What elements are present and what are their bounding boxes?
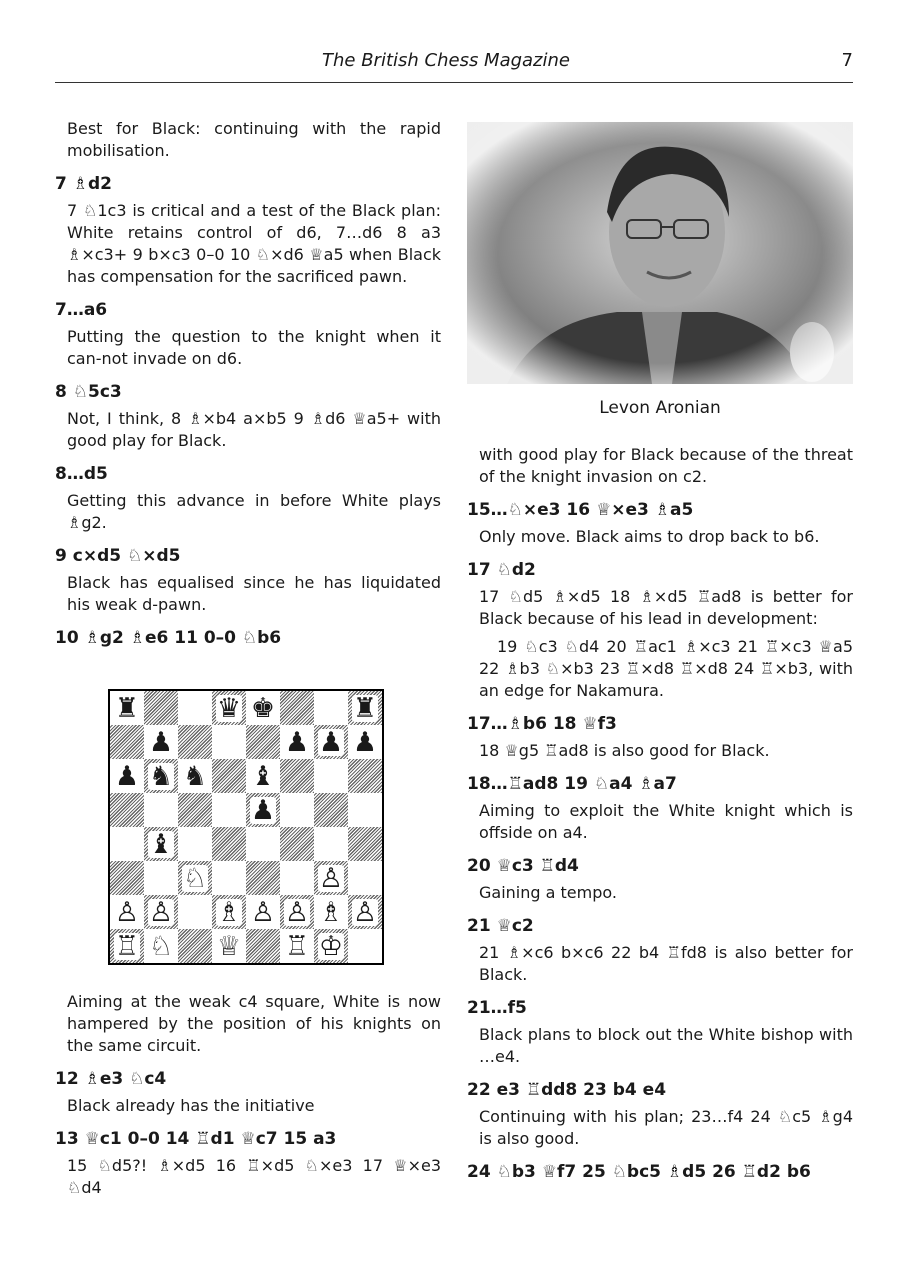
board-square	[110, 827, 144, 861]
move-heading: 22 e3 ♖dd8 23 b4 e4	[467, 1080, 667, 1100]
board-square	[178, 691, 212, 725]
annotation-paragraph: Not, I think, 8 ♗×b4 a×b5 9 ♗d6 ♕a5+ with good play for Black.	[67, 409, 441, 450]
board-square	[212, 691, 246, 725]
chess-piece-icon: ♗	[216, 896, 242, 928]
player-photo	[467, 122, 853, 384]
board-square	[314, 827, 348, 861]
board-square	[178, 929, 212, 963]
chess-piece-icon: ♜	[352, 692, 378, 724]
annotation-paragraph: Black plans to block out the White bishop with …e4.	[479, 1025, 853, 1066]
board-square	[178, 725, 212, 759]
annotation-paragraph: 17 ♘d5 ♗×d5 18 ♗×d5 ♖ad8 is better for Black because of his lead in development:	[479, 587, 853, 628]
board-square	[280, 861, 314, 895]
chess-piece-icon: ♟	[352, 726, 378, 758]
board-square	[314, 691, 348, 725]
board-square	[212, 827, 246, 861]
board-square	[280, 759, 314, 793]
board-square	[212, 725, 246, 759]
board-square	[348, 895, 382, 929]
annotation-paragraph: 21 ♗×c6 b×c6 22 b4 ♖fd8 is also better for Black.	[479, 943, 853, 984]
board-square	[280, 929, 314, 963]
chess-piece-icon: ♟	[114, 760, 140, 792]
board-square	[144, 929, 178, 963]
board-square	[314, 929, 348, 963]
move-heading: 15…♘×e3 16 ♕×e3 ♗a5	[467, 500, 694, 520]
move-heading: 17 ♘d2	[467, 560, 536, 580]
annotation-paragraph: Black has equalised since he has liquidated his weak d-pawn.	[67, 573, 441, 614]
left-text-block-2	[55, 991, 441, 1199]
board-square	[144, 725, 178, 759]
board-square	[348, 929, 382, 963]
annotation-paragraph: Aiming to exploit the White knight which is offside on a4.	[479, 801, 853, 842]
board-square	[212, 759, 246, 793]
annotation-paragraph: Gaining a tempo.	[479, 883, 617, 902]
board-square	[246, 759, 280, 793]
board-square	[178, 895, 212, 929]
board-square	[110, 793, 144, 827]
right-text-block	[467, 444, 853, 1183]
board-square	[212, 929, 246, 963]
board-square	[280, 793, 314, 827]
chess-piece-icon: ♝	[250, 760, 276, 792]
left-text-block	[55, 118, 441, 649]
board-square	[212, 895, 246, 929]
board-square	[144, 895, 178, 929]
chess-piece-icon: ♟	[318, 726, 344, 758]
board-square	[178, 827, 212, 861]
board-square	[110, 895, 144, 929]
move-heading: 10 ♗g2 ♗e6 11 0–0 ♘b6	[55, 628, 282, 648]
board-square	[246, 691, 280, 725]
board-square	[348, 861, 382, 895]
move-heading: 13 ♕c1 0–0 14 ♖d1 ♕c7 15 a3	[55, 1129, 337, 1149]
magazine-title: The British Chess Magazine	[322, 50, 570, 71]
board-square	[110, 691, 144, 725]
board-square	[246, 861, 280, 895]
move-heading: 18…♖ad8 19 ♘a4 ♗a7	[467, 774, 677, 794]
board-square	[314, 861, 348, 895]
chess-piece-icon: ♙	[250, 896, 276, 928]
annotation-paragraph: Only move. Black aims to drop back to b6.	[479, 527, 820, 546]
board-square	[314, 725, 348, 759]
board-square	[144, 759, 178, 793]
move-heading: 21…f5	[467, 998, 527, 1018]
board-square	[110, 725, 144, 759]
board-square	[246, 725, 280, 759]
annotation-paragraph: Black already has the initiative	[67, 1096, 315, 1115]
annotation-paragraph: with good play for Black because of the threat of the knight invasion on c2.	[479, 445, 853, 486]
move-heading: 20 ♕c3 ♖d4	[467, 856, 579, 876]
annotation-paragraph: 15 ♘d5?! ♗×d5 16 ♖×d5 ♘×e3 17 ♕×e3 ♘d4	[67, 1156, 441, 1197]
page-header	[55, 50, 853, 83]
board-square	[280, 691, 314, 725]
board-square	[110, 929, 144, 963]
annotation-paragraph: Best for Black: continuing with the rapid mobilisation.	[67, 119, 441, 160]
annotation-paragraph: 19 ♘c3 ♘d4 20 ♖ac1 ♗×c3 21 ♖×c3 ♕a5 22 ♗b3 ♘×b3 23 ♖×d8 ♖×d8 24 ♖×b3, with an edge for Nakamura.	[479, 637, 853, 700]
board-square	[246, 793, 280, 827]
board-square	[280, 827, 314, 861]
board-square	[178, 861, 212, 895]
board-square	[110, 861, 144, 895]
chess-piece-icon: ♖	[114, 930, 140, 962]
annotation-paragraph: Aiming at the weak c4 square, White is now hampered by the position of his knights on the same circuit.	[67, 992, 441, 1055]
move-heading: 8…d5	[55, 464, 108, 484]
board-square	[212, 861, 246, 895]
chess-piece-icon: ♙	[114, 896, 140, 928]
board-square	[144, 827, 178, 861]
move-heading: 7…a6	[55, 300, 108, 320]
chess-piece-icon: ♘	[148, 930, 174, 962]
chess-piece-icon: ♟	[250, 794, 276, 826]
board-square	[348, 759, 382, 793]
move-heading: 7 ♗d2	[55, 174, 112, 194]
page-number: 7	[841, 50, 853, 71]
annotation-paragraph: Putting the question to the knight when it can-not invade on d6.	[67, 327, 441, 368]
chess-piece-icon: ♜	[114, 692, 140, 724]
annotation-paragraph: Continuing with his plan; 23…f4 24 ♘c5 ♗g4 is also good.	[479, 1107, 853, 1148]
board-square	[246, 929, 280, 963]
chess-piece-icon: ♛	[216, 692, 242, 724]
board-square	[178, 793, 212, 827]
chess-piece-icon: ♕	[216, 930, 242, 962]
chess-piece-icon: ♟	[148, 726, 174, 758]
annotation-paragraph: Getting this advance in before White plays ♗g2.	[67, 491, 441, 532]
board-square	[348, 691, 382, 725]
chess-piece-icon: ♚	[250, 692, 276, 724]
board-square	[280, 895, 314, 929]
move-heading: 12 ♗e3 ♘c4	[55, 1069, 167, 1089]
portrait-image	[467, 122, 853, 384]
chess-piece-icon: ♙	[148, 896, 174, 928]
chess-piece-icon: ♙	[352, 896, 378, 928]
chess-piece-icon: ♔	[318, 930, 344, 962]
move-heading: 8 ♘5c3	[55, 382, 122, 402]
board-square	[314, 759, 348, 793]
annotation-paragraph: 7 ♘1c3 is critical and a test of the Black plan: White retains control of d6, 7…d6 8 a3 ♗×c3+ 9 b×c3 0–0 10 ♘×d6 ♕a5 when Black has compensation for the sacrificed pawn.	[67, 201, 441, 286]
board-square	[348, 793, 382, 827]
board-square	[110, 759, 144, 793]
chess-piece-icon: ♝	[148, 828, 174, 860]
board-square	[212, 793, 246, 827]
chess-piece-icon: ♗	[318, 896, 344, 928]
board-square	[246, 827, 280, 861]
board-square	[178, 759, 212, 793]
chess-piece-icon: ♞	[182, 760, 208, 792]
board-square	[144, 861, 178, 895]
move-heading: 17…♗b6 18 ♕f3	[467, 714, 617, 734]
board-square	[144, 691, 178, 725]
right-column	[467, 118, 853, 1188]
chess-diagram	[108, 689, 384, 965]
chess-piece-icon: ♖	[284, 930, 310, 962]
move-heading: 21 ♕c2	[467, 916, 534, 936]
left-column	[55, 118, 441, 1205]
move-heading: 9 c×d5 ♘×d5	[55, 546, 181, 566]
move-heading: 24 ♘b3 ♕f7 25 ♘bc5 ♗d5 26 ♖d2 b6	[467, 1162, 811, 1182]
annotation-paragraph: 18 ♕g5 ♖ad8 is also good for Black.	[479, 741, 770, 760]
chess-piece-icon: ♘	[182, 862, 208, 894]
board-square	[144, 793, 178, 827]
board-square	[348, 827, 382, 861]
board-square	[246, 895, 280, 929]
chess-piece-icon: ♞	[148, 760, 174, 792]
board-square	[314, 793, 348, 827]
photo-caption: Levon Aronian	[599, 398, 721, 418]
board-square	[314, 895, 348, 929]
chess-piece-icon: ♙	[318, 862, 344, 894]
board-square	[348, 725, 382, 759]
chess-piece-icon: ♟	[284, 726, 310, 758]
board-square	[280, 725, 314, 759]
chess-piece-icon: ♙	[284, 896, 310, 928]
